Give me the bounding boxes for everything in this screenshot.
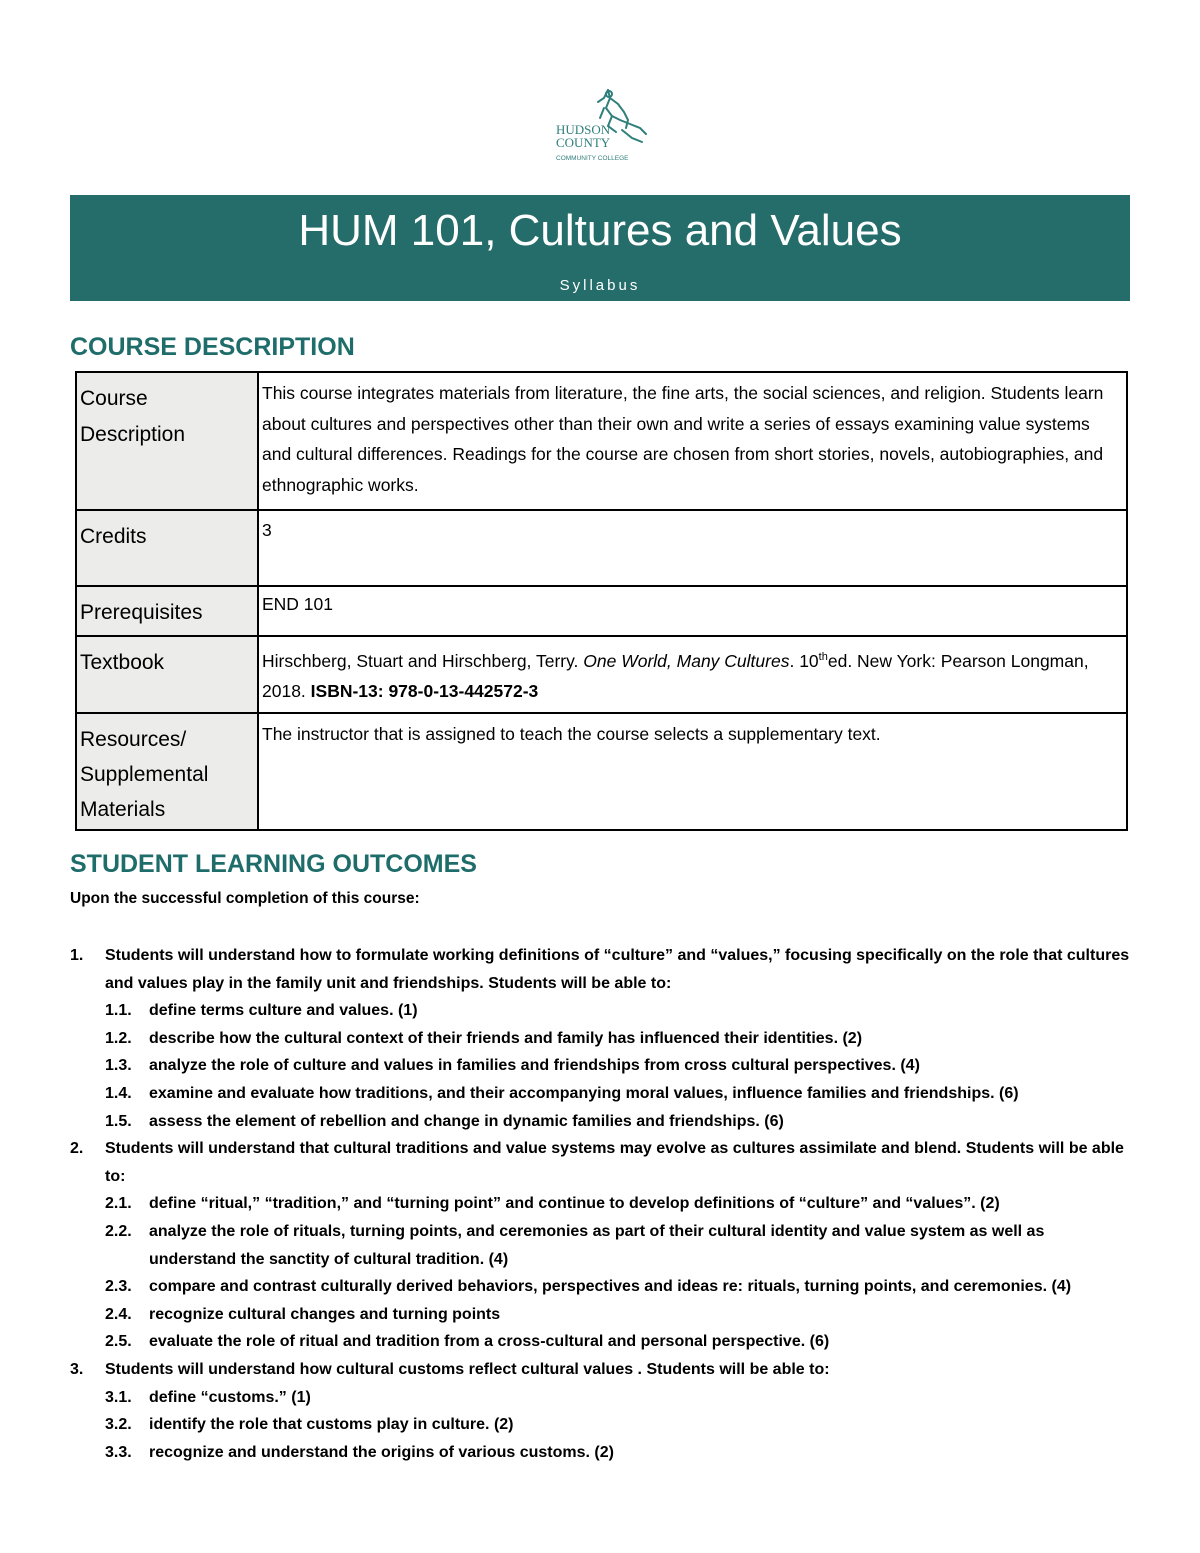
sub-outcome-item: [70, 997, 1130, 1025]
outcome-item: [70, 1135, 1130, 1190]
row-label: Resources/ Supplemental Materials: [76, 713, 258, 830]
sub-outcome-item: [70, 1384, 1130, 1412]
sub-outcome-text: evaluate the role of ritual and tradition from a cross-cultural and personal perspective. (6): [149, 1333, 830, 1351]
outcome-text: Students will understand how cultural customs reflect cultural values . Students will be able to:: [105, 1360, 830, 1378]
sub-outcome-item: [70, 1273, 1130, 1301]
textbook-edition: . 10: [789, 650, 819, 671]
sub-outcome-item: [70, 1025, 1130, 1053]
row-label: Prerequisites: [76, 586, 258, 636]
row-value: This course integrates materials from literature, the fine arts, the social sciences, and religion. Students learn about cultures and perspectives other than their own and write a series of essays examining value systems and cultural differences. Readings for the course are chosen from short stories, novels, autobiographies, and ethnographic works.: [258, 372, 1127, 510]
sub-outcome-item: [70, 1328, 1130, 1356]
sub-outcome-number: 1.2.: [105, 1029, 132, 1047]
title-banner: [70, 195, 1130, 301]
row-value: The instructor that is assigned to teach the course selects a supplementary text.: [258, 713, 1127, 830]
outcomes-list: [70, 942, 1130, 1466]
outcome-number: 1.: [70, 947, 84, 964]
course-description-heading: COURSE DESCRIPTION: [70, 333, 355, 361]
sub-outcome-item: [70, 1411, 1130, 1439]
table-row: [76, 372, 1127, 510]
sub-outcome-text: define terms culture and values. (1): [149, 1002, 418, 1020]
textbook-isbn: ISBN-13: 978-0-13-442572-3: [310, 681, 539, 702]
sub-outcome-number: 2.2.: [105, 1222, 132, 1240]
sub-outcome-text: analyze the role of rituals, turning points, and ceremonies as part of their cultural identity and value system as well as understand the sanctity of cultural tradition. (4): [149, 1222, 1045, 1268]
logo-text-line1: HUDSON: [556, 122, 611, 137]
sub-outcome-item: [70, 1301, 1130, 1329]
sub-outcome-text: define “ritual,” “tradition,” and “turning point” and continue to develop definitions of “culture” and “values”. (2): [149, 1195, 1000, 1213]
row-value: 3: [258, 510, 1127, 586]
outcome-item: [70, 1356, 1130, 1384]
row-label: Credits: [76, 510, 258, 586]
outcomes-lead-text: Upon the successful completion of this course:: [70, 890, 420, 907]
outcome-text: Students will understand that cultural traditions and value systems may evolve as cultures assimilate and blend. Students will be able to:: [105, 1140, 1124, 1185]
textbook-title: One World, Many Cultures: [583, 650, 790, 671]
page-title: HUM 101, Cultures and Values: [298, 206, 902, 255]
sub-outcome-text: compare and contrast culturally derived behaviors, perspectives and ideas re: rituals, turning points, and ceremonies. (4): [149, 1278, 1072, 1296]
sub-outcome-item: [70, 1080, 1130, 1108]
row-label: Textbook: [76, 636, 258, 713]
table-row: [76, 713, 1127, 830]
sub-outcome-text: recognize and understand the origins of various customs. (2): [149, 1443, 614, 1461]
outcome-item: [70, 942, 1130, 997]
page-subtitle: Syllabus: [559, 277, 641, 294]
textbook-publisher: ed. New York: Pearson Longman, 2018.: [262, 650, 1089, 702]
sub-outcome-number: 2.3.: [105, 1278, 132, 1296]
logo-text-line3: COMMUNITY COLLEGE: [556, 155, 629, 162]
sub-outcome-number: 2.1.: [105, 1195, 132, 1213]
sub-outcome-item: [70, 1190, 1130, 1218]
sub-outcome-item: [70, 1052, 1130, 1080]
textbook-authors: Hirschberg, Stuart and Hirschberg, Terry.: [262, 650, 584, 671]
sub-outcome-number: 1.5.: [105, 1112, 132, 1130]
row-value: END 101: [258, 586, 1127, 636]
table-row: [76, 586, 1127, 636]
table-row: [76, 510, 1127, 586]
sub-outcome-number: 1.4.: [105, 1084, 132, 1102]
table-row: [76, 636, 1127, 713]
sub-outcome-item: [70, 1439, 1130, 1467]
sub-outcome-text: examine and evaluate how traditions, and their accompanying moral values, influence families and friendships. (6): [149, 1084, 1019, 1102]
sub-outcome-text: define “customs.” (1): [149, 1388, 311, 1406]
textbook-edition-suffix: th: [818, 651, 828, 663]
sub-outcome-item: [70, 1218, 1130, 1273]
sub-outcome-number: 3.1.: [105, 1388, 132, 1406]
row-value: [258, 636, 1127, 713]
college-logo: [546, 68, 654, 168]
learning-outcomes-heading: STUDENT LEARNING OUTCOMES: [70, 850, 477, 878]
logo-text-line2: COUNTY: [556, 135, 611, 150]
sub-outcome-text: analyze the role of culture and values in families and friendships from cross cultural perspectives. (4): [149, 1057, 920, 1075]
row-label: Course Description: [76, 372, 258, 510]
sub-outcome-number: 3.2.: [105, 1416, 132, 1434]
course-description-table: [75, 371, 1128, 831]
sub-outcome-number: 2.4.: [105, 1305, 132, 1323]
sub-outcome-number: 3.3.: [105, 1443, 132, 1461]
outcome-number: 3.: [70, 1360, 84, 1378]
sub-outcome-number: 2.5.: [105, 1333, 132, 1351]
sub-outcome-item: [70, 1108, 1130, 1136]
sub-outcome-text: recognize cultural changes and turning points: [149, 1305, 501, 1323]
sub-outcome-text: identify the role that customs play in culture. (2): [149, 1416, 514, 1434]
outcome-text: Students will understand how to formulate working definitions of “culture” and “values,” focusing specifically on the role that cultures and values play in the family unit and friendships. Students will be able to:: [105, 947, 1130, 992]
sub-outcome-number: 1.3.: [105, 1057, 132, 1075]
sub-outcome-number: 1.1.: [105, 1002, 132, 1020]
sub-outcome-text: describe how the cultural context of their friends and family has influenced their identities. (2): [149, 1029, 863, 1047]
sub-outcome-text: assess the element of rebellion and change in dynamic families and friendships. (6): [149, 1112, 784, 1130]
outcome-number: 2.: [70, 1140, 84, 1158]
